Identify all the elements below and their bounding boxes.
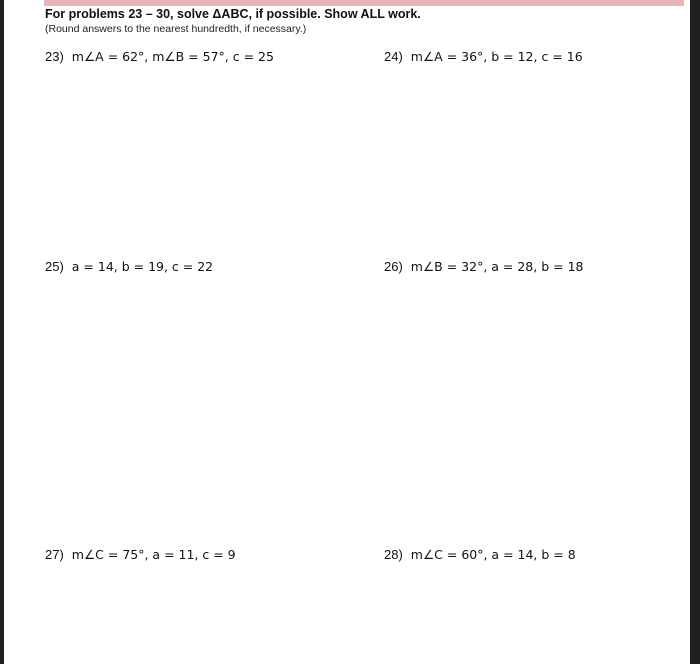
problem-expression: m∠B = 32°, a = 28, b = 18 (410, 259, 584, 274)
problem-25 (45, 259, 213, 274)
viewer-edge (690, 0, 700, 664)
problem-expression: m∠C = 60°, a = 14, b = 8 (410, 547, 576, 562)
problem-number: 23) (45, 49, 64, 64)
problem-28 (384, 547, 576, 562)
problem-number: 25) (45, 259, 64, 274)
problem-expression: a = 14, b = 19, c = 22 (71, 259, 214, 274)
problem-23 (45, 49, 274, 64)
problem-number: 28) (384, 547, 403, 562)
problem-27 (45, 547, 236, 562)
instructions: For problems 23 – 30, solve ΔABC, if possible. Show ALL work. (45, 7, 421, 21)
rounding-note: (Round answers to the nearest hundredth, if necessary.) (45, 23, 307, 35)
problem-number: 24) (384, 49, 403, 64)
problem-expression: m∠A = 62°, m∠B = 57°, c = 25 (71, 49, 274, 64)
problem-number: 26) (384, 259, 403, 274)
problem-number: 27) (45, 547, 64, 562)
worksheet-page (4, 0, 690, 664)
problem-26 (384, 259, 583, 274)
problem-24 (384, 49, 583, 64)
problem-expression: m∠A = 36°, b = 12, c = 16 (410, 49, 583, 64)
header-band (44, 0, 684, 6)
problem-expression: m∠C = 75°, a = 11, c = 9 (71, 547, 236, 562)
